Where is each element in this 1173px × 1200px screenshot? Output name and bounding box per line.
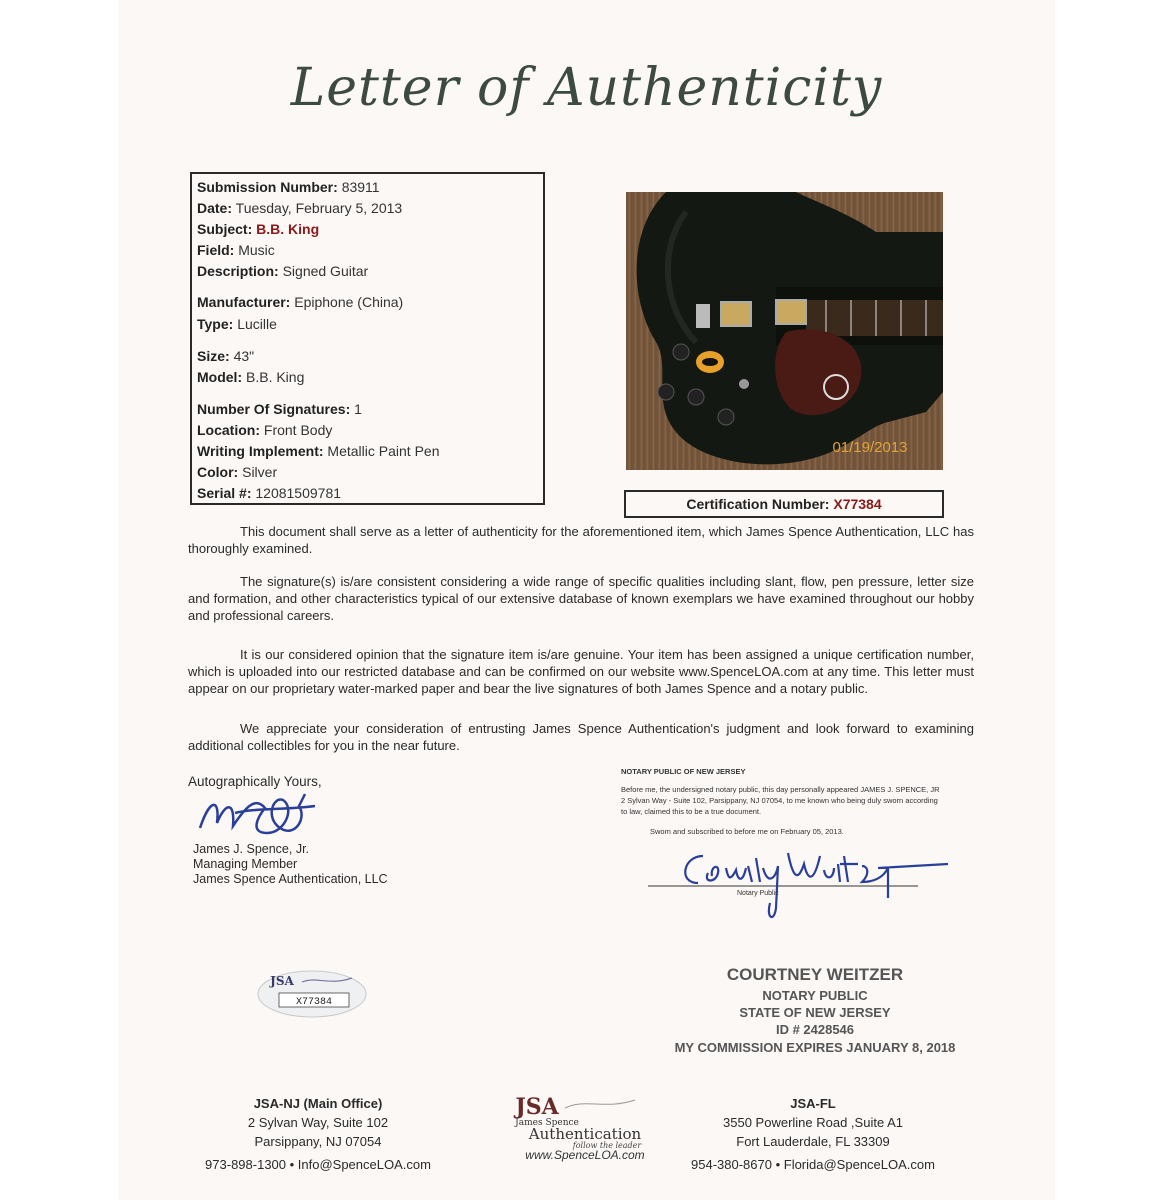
stamp-line-2: STATE OF NEW JERSEY (739, 1005, 891, 1020)
stamp-expiration: MY COMMISSION EXPIRES JANUARY 8, 2018 (674, 1040, 956, 1055)
footer-fl-address-2: Fort Lauderdale, FL 33309 (736, 1134, 890, 1149)
footer-fl-contact: 954-380-8670 • Florida@SpenceLOA.com (691, 1157, 935, 1172)
closing-text: Autographically Yours, (188, 774, 322, 789)
certification-number: X77384 (833, 496, 882, 512)
footer-nj-heading: JSA-NJ (Main Office) (253, 1096, 383, 1111)
detail-writing-implement: Writing Implement: Metallic Paint Pen (197, 443, 440, 459)
signer-company: James Spence Authentication, LLC (193, 872, 388, 886)
detail-submission-number: Submission Number: 83911 (197, 179, 380, 195)
stamp-id: ID # 2428546 (775, 1022, 855, 1037)
paragraph-1: This document shall serve as a letter of authenticity for the aforementioned item, which James Spence Authentication, LLC has thoroughly examined. (188, 524, 974, 556)
detail-date: Date: Tuesday, February 5, 2013 (197, 200, 403, 216)
notary-public-label: Notary Public (737, 890, 779, 897)
certification-number-box (624, 490, 944, 518)
paragraph-3: It is our considered opinion that the signature item is/are genuine. Your item has been assigned a unique certification number, which is uploaded into our restricted database and can be confirmed on our website www.SpenceLOA.com at any time. This letter must appear on our proprietary water-marked paper and bear the live signatures of both James Spence and a notary public. (188, 647, 974, 696)
spence-signature (195, 788, 325, 848)
detail-manufacturer: Manufacturer: Epiphone (China) (197, 294, 404, 310)
jsa-seal-sticker (257, 970, 367, 1018)
detail-type: Type: Lucille (197, 316, 277, 332)
signer-name: James J. Spence, Jr. (193, 842, 310, 856)
footer-nj-address-2: Parsippany, NJ 07054 (254, 1134, 382, 1149)
notary-statement: Before me, the undersigned notary public, this day personally appeared JAMES J. SPENCE, JR 2 Sylvan Way - Suite 102, Parsippany, NJ 07054, to me known who being duly sworn according to law, claimed this to be a true document. (621, 785, 940, 816)
detail-number-of-signatures: Number Of Signatures: 1 (197, 401, 362, 417)
item-details-box (190, 172, 545, 505)
footer-nj-contact: 973-898-1300 • Info@SpenceLOA.com (205, 1157, 431, 1172)
paragraph-4: We appreciate your consideration of entrusting James Spence Authentication's judgment and look forward to examining additional collectibles for you in the near future. (188, 721, 974, 753)
logo-line-2: Authentication (528, 1125, 642, 1143)
detail-model: Model: B.B. King (197, 369, 305, 385)
logo-brand: JSA (515, 1094, 559, 1120)
stamp-name: COURTNEY WEITZER (726, 965, 904, 984)
detail-location: Location: Front Body (197, 422, 333, 438)
detail-description: Description: Signed Guitar (197, 263, 369, 279)
certification-label: Certification Number: (686, 496, 830, 512)
stamp-line-1: NOTARY PUBLIC (762, 988, 868, 1003)
footer-fl-address-1: 3550 Powerline Road ,Suite A1 (723, 1115, 903, 1130)
detail-size: Size: 43" (197, 348, 255, 364)
detail-serial: Serial #: 12081509781 (197, 485, 342, 501)
detail-subject: Subject: B.B. King (197, 221, 320, 237)
photo-date-stamp: 01/19/2013 (832, 439, 908, 456)
notary-heading: NOTARY PUBLIC OF NEW JERSEY (621, 767, 746, 776)
item-photo (626, 192, 943, 470)
detail-color: Color: Silver (197, 464, 278, 480)
seal-number: X77384 (295, 997, 333, 1008)
paragraph-2: The signature(s) is/are consistent considering a wide range of specific qualities including slant, flow, pen pressure, letter size and formation, and other characteristics typical of our extensive database of known exemplars we have examined throughout our hobby and professional careers. (188, 574, 974, 623)
footer-fl-heading: JSA-FL (790, 1096, 836, 1111)
detail-field: Field: Music (197, 242, 275, 258)
notary-signature (648, 838, 973, 928)
footer-fl-office (663, 1094, 963, 1174)
page-title: Letter of Authenticity (290, 58, 883, 118)
guitar-illustration (626, 192, 943, 470)
seal-brand: JSA (270, 974, 294, 988)
signer-title: Managing Member (193, 857, 298, 871)
footer-website[interactable]: www.SpenceLOA.com (525, 1148, 645, 1162)
notary-sworn-line: Swom and subscribed to before me on February 05, 2013. (650, 827, 844, 836)
footer-nj-address-1: 2 Sylvan Way, Suite 102 (247, 1115, 389, 1130)
footer-nj-office (168, 1094, 468, 1174)
logo-line-1: James Spence (515, 1118, 579, 1128)
logo-tagline: follow the leader (572, 1141, 642, 1150)
